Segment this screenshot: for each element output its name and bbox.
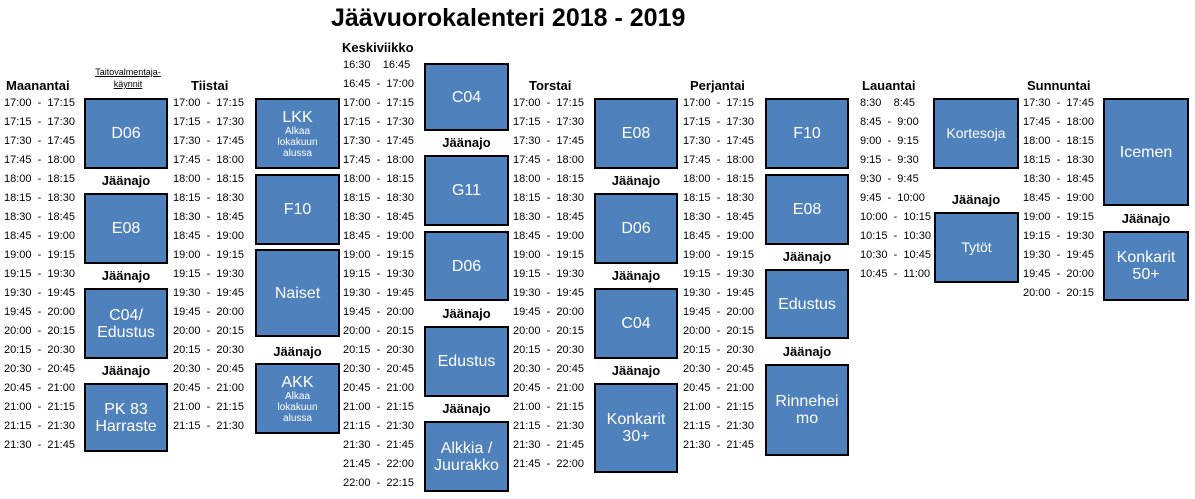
time-slot-tue: 17:15 - 17:30 [173,116,244,128]
slot-thu-e08[interactable] [594,98,678,169]
slot-label: G11 [451,182,482,199]
break-label: Jäänajo [442,401,491,416]
slot-label: Edustus [437,353,496,370]
break-label: Jäänajo [273,344,322,359]
time-slot-tue: 20:30 - 20:45 [173,363,244,375]
time-slot-sat: 10:00 - 10:15 [860,211,931,223]
time-slot-mon: 17:15 - 17:30 [4,116,75,128]
time-slot-sun: 17:30 - 17:45 [1023,97,1094,109]
slot-label: Konkarit 50+ [1116,249,1176,283]
time-slot-tue: 19:30 - 19:45 [173,287,244,299]
time-slot-mon: 20:00 - 20:15 [4,325,75,337]
time-slot-wed: 18:00 - 18:15 [343,173,414,185]
time-slot-wed: 19:30 - 19:45 [343,287,414,299]
time-slot-sun: 18:00 - 18:15 [1023,135,1094,147]
break-label: Jäänajo [101,363,151,378]
break-label: Jäänajo [611,268,661,283]
slot-label: C04/ Edustus [97,306,155,341]
slot-mon-c04-edustus[interactable] [84,288,168,359]
time-slot-tue: 20:00 - 20:15 [173,325,244,337]
time-slot-tue: 18:15 - 18:30 [173,192,244,204]
time-slot-wed: 20:15 - 20:30 [343,344,414,356]
slot-note: Alkaa lokakuun alussa [277,390,318,424]
time-slot-tue: 20:15 - 20:30 [173,344,244,356]
time-slot-thu: 18:30 - 18:45 [513,211,584,223]
break-label: Jäänajo [101,268,151,283]
break-label: Jäänajo [782,249,832,264]
break-label: Jäänajo [442,306,491,321]
time-slot-tue: 19:45 - 20:00 [173,306,244,318]
time-slot-wed: 19:00 - 19:15 [343,249,414,261]
time-slot-thu: 17:45 - 18:00 [513,154,584,166]
time-slot-mon: 18:15 - 18:30 [4,192,75,204]
time-slot-wed: 21:45 - 22:00 [343,458,414,470]
slot-label: Rinnehei mo [775,393,839,427]
time-slot-mon: 19:15 - 19:30 [4,268,75,280]
slot-label: E08 [792,201,822,218]
slot-mon-d06[interactable] [84,98,168,169]
slot-label: D06 [621,220,651,237]
time-slot-wed: 20:45 - 21:00 [343,382,414,394]
break-label: Jäänajo [782,344,832,359]
slot-fri-edustus[interactable] [765,269,849,339]
day-header-sunday: Sunnuntai [1027,78,1091,93]
slot-tue-naiset[interactable] [255,249,340,337]
time-slot-sat: 10:45 - 11:00 [860,268,931,280]
time-slot-wed: 18:45 - 19:00 [343,230,414,242]
monday-coach-note: Taitovalmentaja-käynnit [95,67,161,89]
time-slot-sat: 9:45 - 10:00 [860,192,925,204]
time-slot-tue: 18:00 - 18:15 [173,173,244,185]
time-slot-wed: 22:00 - 22:15 [343,477,414,489]
time-slot-thu: 20:15 - 20:30 [513,344,584,356]
slot-label: F10 [283,201,312,218]
time-slot-fri: 19:30 - 19:45 [683,287,754,299]
time-slot-sun: 17:45 - 18:00 [1023,116,1094,128]
time-slot-sat: 9:30 - 9:45 [860,173,919,185]
time-slot-fri: 19:45 - 20:00 [683,306,754,318]
time-slot-fri: 21:30 - 21:45 [683,439,754,451]
time-slot-sun: 20:00 - 20:15 [1023,287,1094,299]
time-slot-fri: 18:00 - 18:15 [683,173,754,185]
slot-thu-konkarit-30[interactable] [594,383,678,473]
time-slot-thu: 21:00 - 21:15 [513,401,584,413]
time-slot-sat: 10:30 - 10:45 [860,249,931,261]
time-slot-sat: 9:00 - 9:15 [860,135,919,147]
time-slot-fri: 21:15 - 21:30 [683,420,754,432]
time-slot-tue: 18:45 - 19:00 [173,230,244,242]
slot-label: D06 [111,125,141,142]
slot-mon-pk83[interactable] [84,383,168,452]
time-slot-thu: 21:45 - 22:00 [513,458,584,470]
time-slot-wed: 20:00 - 20:15 [343,325,414,337]
slot-label: F10 [793,125,821,142]
time-slot-wed: 16:45 - 17:00 [343,78,414,90]
day-header-thursday: Torstai [529,78,572,93]
time-slot-sat: 10:15 - 10:30 [860,230,931,242]
slot-label: Tytöt [961,239,992,255]
time-slot-fri: 18:45 - 19:00 [683,230,754,242]
time-slot-tue: 17:30 - 17:45 [173,135,244,147]
slot-sat-kortesoja[interactable] [933,98,1019,169]
break-label: Jäänajo [951,192,1001,207]
time-slot-mon: 20:45 - 21:00 [4,382,75,394]
day-header-friday: Perjantai [690,78,745,93]
break-label: Jäänajo [611,363,661,378]
time-slot-tue: 18:30 - 18:45 [173,211,244,223]
slot-mon-e08[interactable] [84,193,168,264]
time-slot-fri: 20:30 - 20:45 [683,363,754,375]
slot-tue-lkk[interactable] [255,98,340,169]
time-slot-fri: 17:15 - 17:30 [683,116,754,128]
day-header-monday: Maanantai [6,78,70,93]
time-slot-thu: 17:00 - 17:15 [513,97,584,109]
time-slot-mon: 21:30 - 21:45 [4,439,75,451]
time-slot-wed: 19:45 - 20:00 [343,306,414,318]
time-slot-mon: 18:30 - 18:45 [4,211,75,223]
time-slot-thu: 19:00 - 19:15 [513,249,584,261]
slot-tue-f10[interactable] [255,174,340,245]
slot-sun-icemen[interactable] [1103,98,1189,206]
slot-label: E08 [621,125,651,142]
time-slot-mon: 19:00 - 19:15 [4,249,75,261]
time-slot-wed: 17:15 - 17:30 [343,116,414,128]
slot-thu-d06[interactable] [594,193,678,264]
time-slot-thu: 20:00 - 20:15 [513,325,584,337]
time-slot-thu: 18:45 - 19:00 [513,230,584,242]
time-slot-fri: 20:45 - 21:00 [683,382,754,394]
time-slot-thu: 20:30 - 20:45 [513,363,584,375]
time-slot-thu: 18:15 - 18:30 [513,192,584,204]
time-slot-fri: 19:00 - 19:15 [683,249,754,261]
slot-label: E08 [111,220,141,237]
day-header-wednesday: Keskiviikko [342,40,414,55]
time-slot-thu: 19:15 - 19:30 [513,268,584,280]
time-slot-sat: 8:30 8:45 [860,97,916,109]
time-slot-wed: 17:00 - 17:15 [343,97,414,109]
slot-note: Alkaa lokakuun alussa [277,125,318,159]
time-slot-thu: 17:30 - 17:45 [513,135,584,147]
slot-label: Edustus [778,295,836,313]
time-slot-mon: 19:45 - 20:00 [4,306,75,318]
time-slot-tue: 19:15 - 19:30 [173,268,244,280]
time-slot-fri: 17:00 - 17:15 [683,97,754,109]
time-slot-tue: 21:15 - 21:30 [173,420,244,432]
day-header-saturday: Lauantai [862,78,916,93]
time-slot-thu: 20:45 - 21:00 [513,382,584,394]
break-label: Jäänajo [442,135,491,150]
time-slot-tue: 21:00 - 21:15 [173,401,244,413]
slot-wed-d06[interactable] [424,231,509,301]
time-slot-mon: 20:15 - 20:30 [4,344,75,356]
slot-sun-konkarit-50[interactable] [1103,231,1189,301]
time-slot-mon: 17:30 - 17:45 [4,135,75,147]
slot-wed-edustus[interactable] [424,326,509,397]
time-slot-mon: 18:00 - 18:15 [4,173,75,185]
slot-label: LKK [282,108,313,126]
time-slot-tue: 17:00 - 17:15 [173,97,244,109]
time-slot-sun: 19:45 - 20:00 [1023,268,1094,280]
break-label: Jäänajo [611,173,661,188]
time-slot-thu: 18:00 - 18:15 [513,173,584,185]
page-title: Jäävuorokalenteri 2018 - 2019 [331,4,686,32]
time-slot-wed: 17:30 - 17:45 [343,135,414,147]
slot-label: Icemen [1119,143,1173,161]
time-slot-mon: 19:30 - 19:45 [4,287,75,299]
time-slot-thu: 19:30 - 19:45 [513,287,584,299]
time-slot-mon: 21:15 - 21:30 [4,420,75,432]
slot-label: C04 [621,315,651,332]
time-slot-wed: 21:00 - 21:15 [343,401,414,413]
time-slot-tue: 19:00 - 19:15 [173,249,244,261]
time-slot-sun: 19:00 - 19:15 [1023,211,1094,223]
slot-label: D06 [451,257,482,275]
time-slot-wed: 20:30 - 20:45 [343,363,414,375]
time-slot-sun: 19:30 - 19:45 [1023,249,1094,261]
time-slot-sat: 8:45 - 9:00 [860,116,919,128]
slot-sat-tytot[interactable] [934,212,1019,283]
slot-thu-c04[interactable] [594,288,678,359]
day-header-tuesday: Tiistai [191,78,229,93]
time-slot-fri: 20:00 - 20:15 [683,325,754,337]
time-slot-sat: 9:15 - 9:30 [860,154,919,166]
break-label: Jäänajo [1121,211,1171,226]
time-slot-mon: 20:30 - 20:45 [4,363,75,375]
time-slot-thu: 21:30 - 21:45 [513,439,584,451]
time-slot-mon: 17:45 - 18:00 [4,154,75,166]
time-slot-wed: 21:15 - 21:30 [343,420,414,432]
slot-label: Konkarit 30+ [606,411,666,445]
slot-fri-rinneheimo[interactable] [765,364,849,456]
time-slot-wed: 18:30 - 18:45 [343,211,414,223]
time-slot-fri: 20:15 - 20:30 [683,344,754,356]
time-slot-wed: 18:15 - 18:30 [343,192,414,204]
time-slot-fri: 17:45 - 18:00 [683,154,754,166]
time-slot-thu: 21:15 - 21:30 [513,420,584,432]
break-label: Jäänajo [101,173,151,188]
slot-label: PK 83 Harraste [95,400,157,435]
slot-fri-f10[interactable] [765,98,849,169]
slot-tue-akk[interactable] [255,363,340,434]
slot-label: Naiset [274,284,321,302]
time-slot-mon: 18:45 - 19:00 [4,230,75,242]
time-slot-wed: 16:30 16:45 [343,59,411,71]
time-slot-mon: 17:00 - 17:15 [4,97,75,109]
time-slot-wed: 19:15 - 19:30 [343,268,414,280]
time-slot-fri: 19:15 - 19:30 [683,268,754,280]
time-slot-fri: 18:15 - 18:30 [683,192,754,204]
slot-label: Alkkia / Juurakko [434,439,499,474]
time-slot-fri: 21:00 - 21:15 [683,401,754,413]
time-slot-wed: 21:30 - 21:45 [343,439,414,451]
slot-fri-e08[interactable] [765,174,849,245]
time-slot-tue: 17:45 - 18:00 [173,154,244,166]
time-slot-fri: 18:30 - 18:45 [683,211,754,223]
time-slot-sun: 18:30 - 18:45 [1023,173,1094,185]
time-slot-thu: 17:15 - 17:30 [513,116,584,128]
slot-wed-c04[interactable] [424,63,509,131]
time-slot-mon: 21:00 - 21:15 [4,401,75,413]
slot-label: Kortesoja [946,125,1006,141]
time-slot-thu: 19:45 - 20:00 [513,306,584,318]
slot-label: C04 [451,88,482,106]
time-slot-tue: 20:45 - 21:00 [173,382,244,394]
time-slot-fri: 17:30 - 17:45 [683,135,754,147]
time-slot-sun: 19:15 - 19:30 [1023,230,1094,242]
time-slot-wed: 17:45 - 18:00 [343,154,414,166]
time-slot-sun: 18:15 - 18:30 [1023,154,1094,166]
time-slot-sun: 18:45 - 19:00 [1023,192,1094,204]
slot-wed-g11[interactable] [424,155,509,226]
slot-label: AKK [281,373,314,391]
slot-wed-alkkia-juurakko[interactable] [424,421,509,492]
